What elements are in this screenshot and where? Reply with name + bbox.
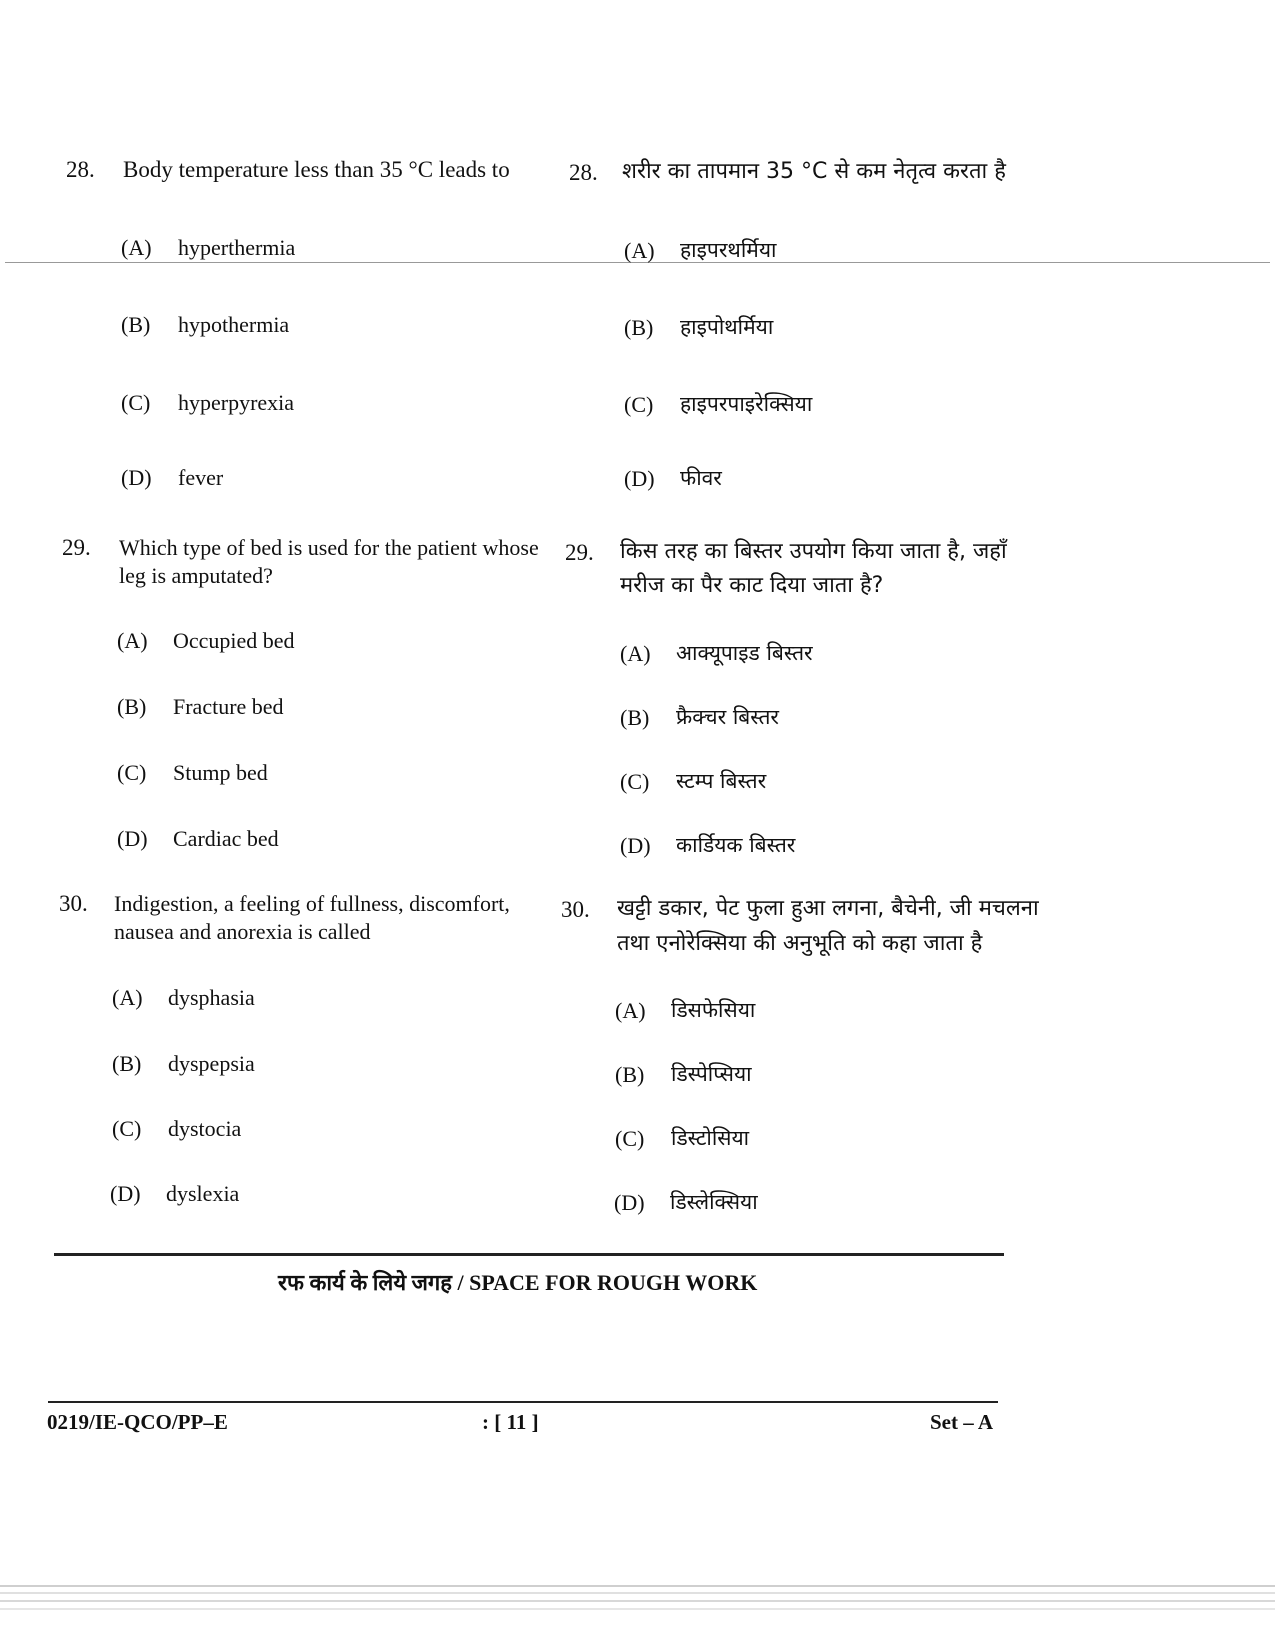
question-text: Body temperature less than 35 °C leads to — [123, 157, 510, 182]
option-text: हाइपरपाइरेक्सिया — [680, 392, 813, 416]
option-label: (C) — [615, 1126, 645, 1151]
option-text: hypothermia — [178, 312, 290, 337]
option-text: स्टम्प बिस्तर — [676, 769, 767, 793]
scan-artifact-band — [0, 1600, 1275, 1602]
option-text: Cardiac bed — [173, 826, 279, 851]
option-label: (D) — [110, 1181, 141, 1206]
option-label: (B) — [620, 705, 650, 730]
option-label: (A) — [624, 238, 655, 263]
option-label: (D) — [620, 833, 651, 858]
option-text: हाइपरथर्मिया — [680, 238, 777, 262]
option-label: (C) — [620, 769, 650, 794]
option-label: (D) — [117, 826, 148, 851]
option-text: dysphasia — [168, 985, 255, 1010]
option-text: आक्यूपाइड बिस्तर — [676, 641, 813, 665]
option-text: Fracture bed — [173, 694, 284, 719]
option-text: fever — [178, 465, 224, 490]
option-text: dystocia — [168, 1116, 242, 1141]
option-label: (C) — [117, 760, 147, 785]
question-number: 28. — [66, 157, 95, 182]
rough-work-label: रफ कार्य के लिये जगह / SPACE FOR ROUGH WORK — [278, 1270, 758, 1295]
option-text: hyperpyrexia — [178, 390, 295, 415]
question-text-line-2: nausea and anorexia is called — [114, 919, 371, 944]
question-text-line-2: मरीज का पैर काट दिया जाता है? — [620, 573, 884, 598]
question-number: 30. — [561, 897, 590, 922]
option-text: dyspepsia — [168, 1051, 255, 1076]
option-label: (B) — [624, 315, 654, 340]
option-text: Occupied bed — [173, 628, 295, 653]
question-text-line-1: किस तरह का बिस्तर उपयोग किया जाता है, जहाँ — [620, 539, 1007, 564]
scan-artifact-band — [0, 1608, 1275, 1610]
question-text-line-1: खट्टी डकार, पेट फुला हुआ लगना, बैचेनी, जी मचलना — [617, 896, 1039, 921]
option-label: (B) — [117, 694, 147, 719]
option-text: डिस्टोसिया — [671, 1126, 750, 1150]
scan-artifact-band — [0, 1592, 1275, 1594]
page-number: : [ 11 ] — [482, 1410, 539, 1434]
footer-rule — [48, 1401, 998, 1403]
set-label: Set – A — [930, 1410, 993, 1434]
question-text-line-1: Which type of bed is used for the patient whose — [119, 535, 539, 560]
option-text: कार्डियक बिस्तर — [676, 833, 796, 857]
option-text: डिसफेसिया — [671, 998, 756, 1022]
option-label: (A) — [117, 628, 148, 653]
question-text-line-2: तथा एनोरेक्सिया की अनुभूति को कहा जाता है — [617, 931, 983, 956]
option-label: (C) — [624, 392, 654, 417]
option-text: hyperthermia — [178, 235, 296, 260]
question-text: शरीर का तापमान 35 °C से कम नेतृत्व करता है — [622, 159, 1006, 184]
option-label: (B) — [121, 312, 151, 337]
option-text: हाइपोथर्मिया — [680, 315, 774, 339]
question-number: 29. — [62, 535, 91, 560]
option-text: dyslexia — [166, 1181, 240, 1206]
paper-code: 0219/IE-QCO/PP–E — [47, 1410, 228, 1434]
question-text-line-1: Indigestion, a feeling of fullness, discomfort, — [114, 891, 510, 916]
option-label: (C) — [112, 1116, 142, 1141]
option-label: (A) — [615, 998, 646, 1023]
question-text-line-2: leg is amputated? — [119, 563, 273, 588]
question-number: 30. — [59, 891, 88, 916]
option-text: डिस्लेक्सिया — [670, 1190, 758, 1214]
option-text: फ्रैक्चर बिस्तर — [676, 705, 780, 729]
scan-artifact-band — [0, 1585, 1275, 1587]
option-label: (D) — [614, 1190, 645, 1215]
option-text: फीवर — [680, 466, 722, 490]
option-text: Stump bed — [173, 760, 268, 785]
option-label: (B) — [615, 1062, 645, 1087]
option-label: (B) — [112, 1051, 142, 1076]
option-label: (C) — [121, 390, 151, 415]
question-number: 28. — [569, 160, 598, 185]
option-label: (A) — [620, 641, 651, 666]
rough-work-top-rule — [54, 1253, 1004, 1256]
option-label: (A) — [112, 985, 143, 1010]
option-label: (D) — [121, 465, 152, 490]
question-number: 29. — [565, 540, 594, 565]
option-label: (D) — [624, 466, 655, 491]
option-label: (A) — [121, 235, 152, 260]
option-text: डिस्पेप्सिया — [671, 1062, 752, 1086]
